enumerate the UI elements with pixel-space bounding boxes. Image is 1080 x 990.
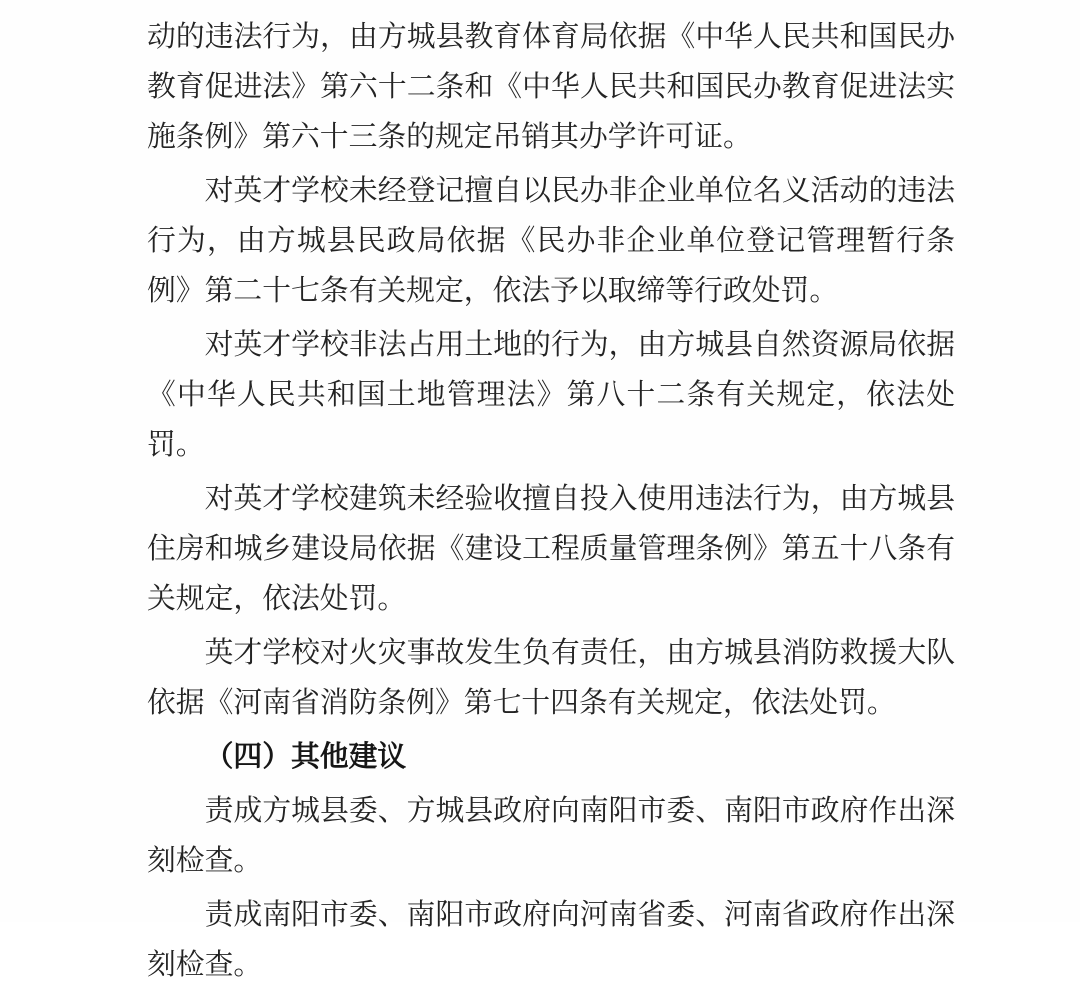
paragraph-nanyang-review: 责成南阳市委、南阳市政府向河南省委、河南省政府作出深刻检查。 <box>147 899 955 981</box>
document-body <box>147 12 955 990</box>
paragraph-civil-affairs-penalty: 对英才学校未经登记擅自以民办非企业单位名义活动的违法行为，由方城县民政局依据《民办非企业单位登记管理暂行条例》第二十七条有关规定，依法予以取缔等行政处罚。 <box>147 175 955 307</box>
paragraph-land-penalty: 对英才学校非法占用土地的行为，由方城县自然资源局依据《中华人民共和国土地管理法》第八十二条有关规定，依法处罚。 <box>147 329 955 461</box>
section-heading-other-suggestions: （四）其他建议 <box>204 741 407 773</box>
paragraph-construction-penalty: 对英才学校建筑未经验收擅自投入使用违法行为，由方城县住房和城乡建设局依据《建设工程质量管理条例》第五十八条有关规定，依法处罚。 <box>147 483 955 615</box>
paragraph-continuation: 动的违法行为，由方城县教育体育局依据《中华人民共和国民办教育促进法》第六十二条和《中华人民共和国民办教育促进法实施条例》第六十三条的规定吊销其办学许可证。 <box>147 21 955 153</box>
paragraph-fangcheng-review: 责成方城县委、方城县政府向南阳市委、南阳市政府作出深刻检查。 <box>147 795 955 877</box>
paragraph-fire-penalty: 英才学校对火灾事故发生负有责任，由方城县消防救援大队依据《河南省消防条例》第七十四条有关规定，依法处罚。 <box>147 637 955 719</box>
